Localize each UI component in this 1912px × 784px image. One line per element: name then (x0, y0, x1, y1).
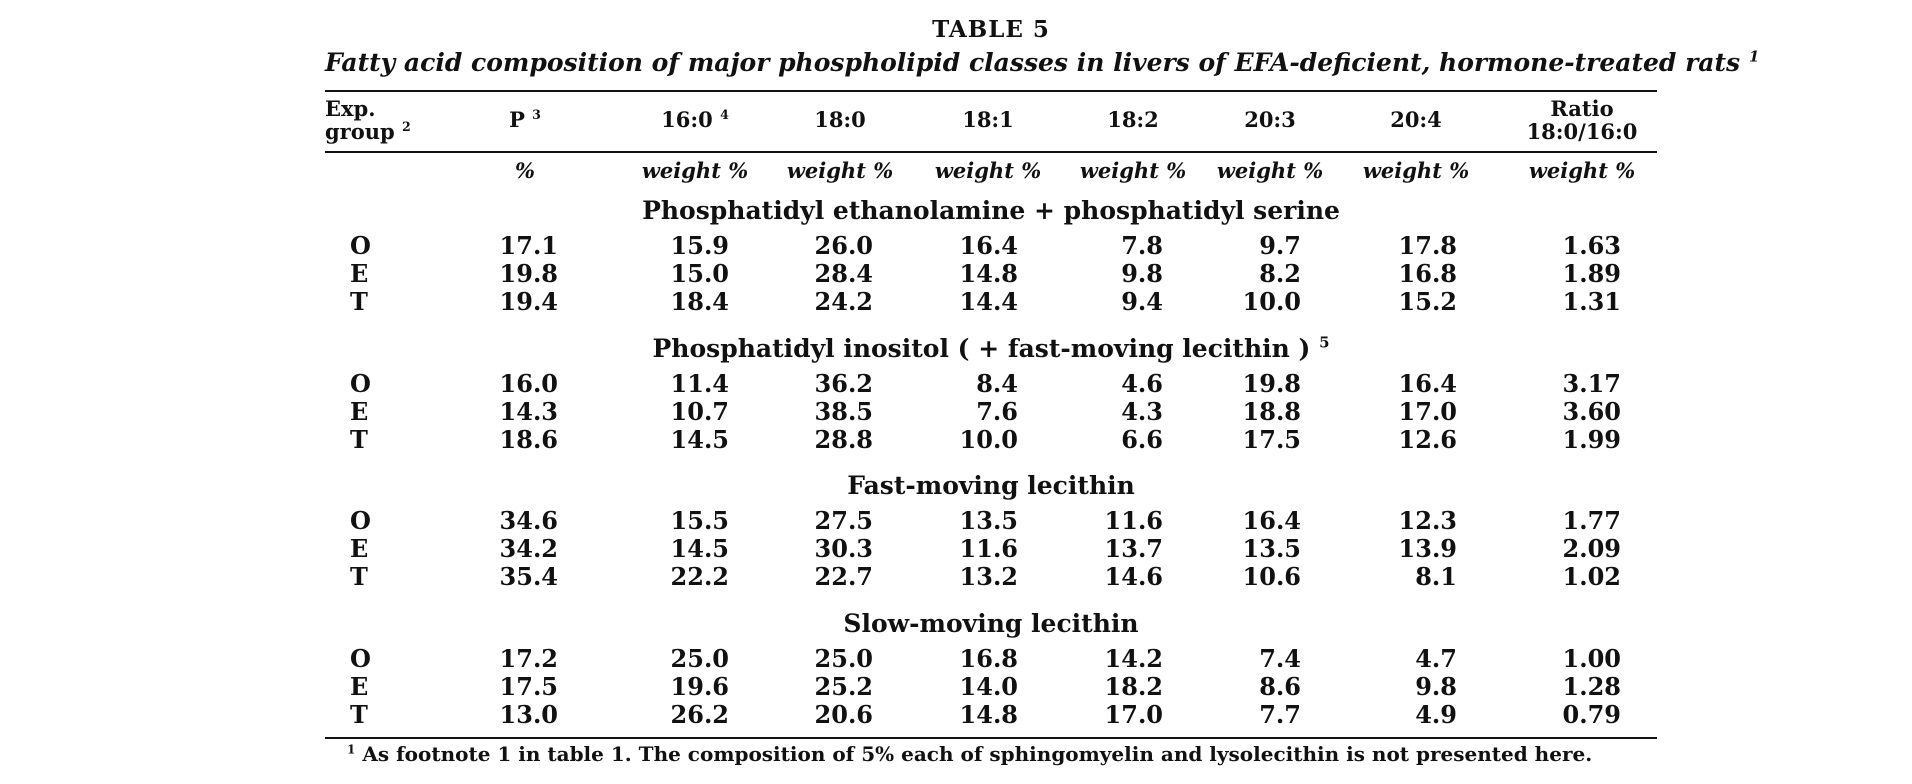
table-cell: 14.2 (1104, 644, 1163, 673)
table-cell: 27.5 (814, 506, 873, 535)
column-header (1195, 108, 1345, 131)
table-cell: 16.8 (1398, 259, 1457, 288)
table-cell: 12.6 (1398, 425, 1457, 454)
table-cell: 10.0 (959, 425, 1018, 454)
table-cell: 10.0 (1242, 287, 1301, 316)
table-cell: 25.0 (814, 644, 873, 673)
table-cell: 1.99 (1562, 425, 1621, 454)
table-cell: 14.8 (959, 700, 1018, 729)
table-cell: 17.5 (499, 672, 558, 701)
column-header-sublabel: 18:0/16:0 (1526, 119, 1638, 144)
table-cell: 15.2 (1398, 287, 1457, 316)
table-cell: 13.9 (1398, 534, 1457, 563)
table-cell: 4.9 (1415, 700, 1457, 729)
section-title (325, 471, 1657, 500)
table-cell: 11.6 (1104, 506, 1163, 535)
column-header (1058, 108, 1208, 131)
table-title: TABLE 5 (932, 16, 1050, 43)
table-cell: 19.6 (670, 672, 729, 701)
table-cell: 13.5 (959, 506, 1018, 535)
column-header (1507, 97, 1657, 143)
table-cell: 7.8 (1121, 231, 1163, 260)
table-cell: 36.2 (814, 369, 873, 398)
table-cell: 9.7 (1259, 231, 1301, 260)
table-cell: 14.3 (499, 397, 558, 426)
footnote-mark: 1 (347, 742, 356, 757)
column-unit: weight % (1079, 158, 1187, 183)
table-cell: 13.7 (1104, 534, 1163, 563)
table-cell: 4.7 (1415, 644, 1457, 673)
table-cell: 20.6 (814, 700, 873, 729)
group-label: T (350, 425, 368, 454)
footnote (325, 742, 1657, 766)
group-label: T (350, 700, 368, 729)
table-caption-text: Fatty acid composition of major phospholipid classes in livers of EFA-deficient, hormone-treated rats (325, 48, 1741, 77)
table-cell: 3.60 (1562, 397, 1621, 426)
table-cell: 9.8 (1415, 672, 1457, 701)
column-header-label: P $^3$ (509, 107, 541, 132)
column-header-note: 2 (402, 119, 411, 134)
column-header-note: 4 (720, 107, 729, 122)
table-cell: 3.17 (1562, 369, 1621, 398)
table-cell: 17.0 (1104, 700, 1163, 729)
table-cell: 19.8 (1242, 369, 1301, 398)
table-cell: 17.2 (499, 644, 558, 673)
table-cell: 2.09 (1562, 534, 1621, 563)
section-title (325, 609, 1657, 638)
column-header-label: 16:0 $^4$ (661, 107, 729, 132)
table-cell: 17.5 (1242, 425, 1301, 454)
column-header (765, 108, 915, 131)
table-cell: 35.4 (499, 562, 558, 591)
table-cell: 18.2 (1104, 672, 1163, 701)
footnote-text: As footnote 1 in table 1. The composition of 5% each of sphingomyelin and lysolecithin is not presented here. (362, 742, 1593, 766)
table-caption-note: 1 (1748, 47, 1760, 66)
table-cell: 22.2 (670, 562, 729, 591)
top-rule (325, 90, 1657, 92)
group-label: O (350, 644, 371, 673)
table-cell: 13.2 (959, 562, 1018, 591)
table-cell: 7.7 (1259, 700, 1301, 729)
table-cell: 24.2 (814, 287, 873, 316)
section-title-text: Phosphatidyl ethanolamine + phosphatidyl serine (642, 196, 1340, 225)
column-header-label: 18:2 (1107, 107, 1159, 132)
table-cell: 19.4 (499, 287, 558, 316)
table-cell: 4.3 (1121, 397, 1163, 426)
section-title-text: Fast-moving lecithin (847, 471, 1135, 500)
table-cell: 28.4 (814, 259, 873, 288)
table-cell: 22.7 (814, 562, 873, 591)
column-header-label: Exp. (325, 96, 376, 121)
table-cell: 14.8 (959, 259, 1018, 288)
table-cell: 11.4 (670, 369, 729, 398)
section-title-text: Slow-moving lecithin (843, 609, 1139, 638)
table-cell: 16.8 (959, 644, 1018, 673)
section-title (325, 196, 1657, 225)
table-cell: 1.63 (1562, 231, 1621, 260)
table-cell: 8.1 (1415, 562, 1457, 591)
table-cell: 1.00 (1562, 644, 1621, 673)
table-cell: 1.28 (1562, 672, 1621, 701)
table-cell: 8.6 (1259, 672, 1301, 701)
table-cell: 14.6 (1104, 562, 1163, 591)
column-header (1341, 108, 1491, 131)
table-page (325, 0, 1760, 784)
column-unit: weight % (1216, 158, 1324, 183)
table-cell: 26.0 (814, 231, 873, 260)
column-header-label: 18:0 (814, 107, 866, 132)
table-cell: 1.89 (1562, 259, 1621, 288)
table-cell: 17.1 (499, 231, 558, 260)
table-cell: 15.0 (670, 259, 729, 288)
column-unit: weight % (786, 158, 894, 183)
group-label: E (350, 672, 369, 701)
table-cell: 9.4 (1121, 287, 1163, 316)
table-cell: 9.8 (1121, 259, 1163, 288)
group-label: O (350, 369, 371, 398)
bottom-rule (325, 737, 1657, 739)
table-cell: 8.4 (976, 369, 1018, 398)
table-cell: 14.5 (670, 425, 729, 454)
column-header (620, 108, 770, 131)
table-cell: 12.3 (1398, 506, 1457, 535)
table-cell: 14.0 (959, 672, 1018, 701)
table-cell: 34.2 (499, 534, 558, 563)
column-unit: % (515, 158, 535, 183)
table-cell: 15.9 (670, 231, 729, 260)
column-header-label: 18:1 (962, 107, 1014, 132)
table-cell: 18.6 (499, 425, 558, 454)
group-label: T (350, 562, 368, 591)
column-header-label: 20:3 (1244, 107, 1296, 132)
table-cell: 7.4 (1259, 644, 1301, 673)
table-cell: 6.6 (1121, 425, 1163, 454)
group-label: O (350, 231, 371, 260)
table-cell: 38.5 (814, 397, 873, 426)
table-cell: 18.4 (670, 287, 729, 316)
column-unit: weight % (1362, 158, 1470, 183)
group-label: E (350, 397, 369, 426)
table-cell: 25.0 (670, 644, 729, 673)
section-title (325, 334, 1657, 363)
group-label: T (350, 287, 368, 316)
table-cell: 18.8 (1242, 397, 1301, 426)
table-cell: 13.0 (499, 700, 558, 729)
column-header-label: 20:4 (1390, 107, 1442, 132)
table-cell: 19.8 (499, 259, 558, 288)
table-cell: 1.02 (1562, 562, 1621, 591)
table-cell: 10.7 (670, 397, 729, 426)
section-title-text: Phosphatidyl inositol ( + fast-moving lecithin ) (652, 334, 1311, 363)
table-cell: 16.4 (959, 231, 1018, 260)
table-cell: 16.4 (1242, 506, 1301, 535)
header-rule (325, 151, 1657, 153)
group-label: O (350, 506, 371, 535)
section-title-note: 5 (1319, 333, 1330, 352)
table-cell: 13.5 (1242, 534, 1301, 563)
column-header-sublabel: group $^2$ (325, 119, 411, 144)
column-unit: weight % (1528, 158, 1636, 183)
table-cell: 25.2 (814, 672, 873, 701)
table-cell: 34.6 (499, 506, 558, 535)
column-unit: weight % (641, 158, 749, 183)
group-label: E (350, 534, 369, 563)
column-header (450, 108, 600, 131)
table-cell: 14.4 (959, 287, 1018, 316)
table-cell: 15.5 (670, 506, 729, 535)
table-cell: 17.0 (1398, 397, 1457, 426)
table-cell: 11.6 (959, 534, 1018, 563)
table-cell: 14.5 (670, 534, 729, 563)
table-cell: 30.3 (814, 534, 873, 563)
table-cell: 28.8 (814, 425, 873, 454)
table-cell: 7.6 (976, 397, 1018, 426)
table-cell: 17.8 (1398, 231, 1457, 260)
table-cell: 26.2 (670, 700, 729, 729)
column-header (913, 108, 1063, 131)
column-header-label: Ratio (1550, 96, 1614, 121)
column-unit: weight % (934, 158, 1042, 183)
group-label: E (350, 259, 369, 288)
table-cell: 16.0 (499, 369, 558, 398)
table-cell: 4.6 (1121, 369, 1163, 398)
table-cell: 1.77 (1562, 506, 1621, 535)
table-caption (325, 47, 1760, 77)
table-cell: 0.79 (1562, 700, 1621, 729)
column-header-note: 3 (532, 107, 541, 122)
table-cell: 1.31 (1562, 287, 1621, 316)
table-cell: 10.6 (1242, 562, 1301, 591)
table-cell: 16.4 (1398, 369, 1457, 398)
table-cell: 8.2 (1259, 259, 1301, 288)
